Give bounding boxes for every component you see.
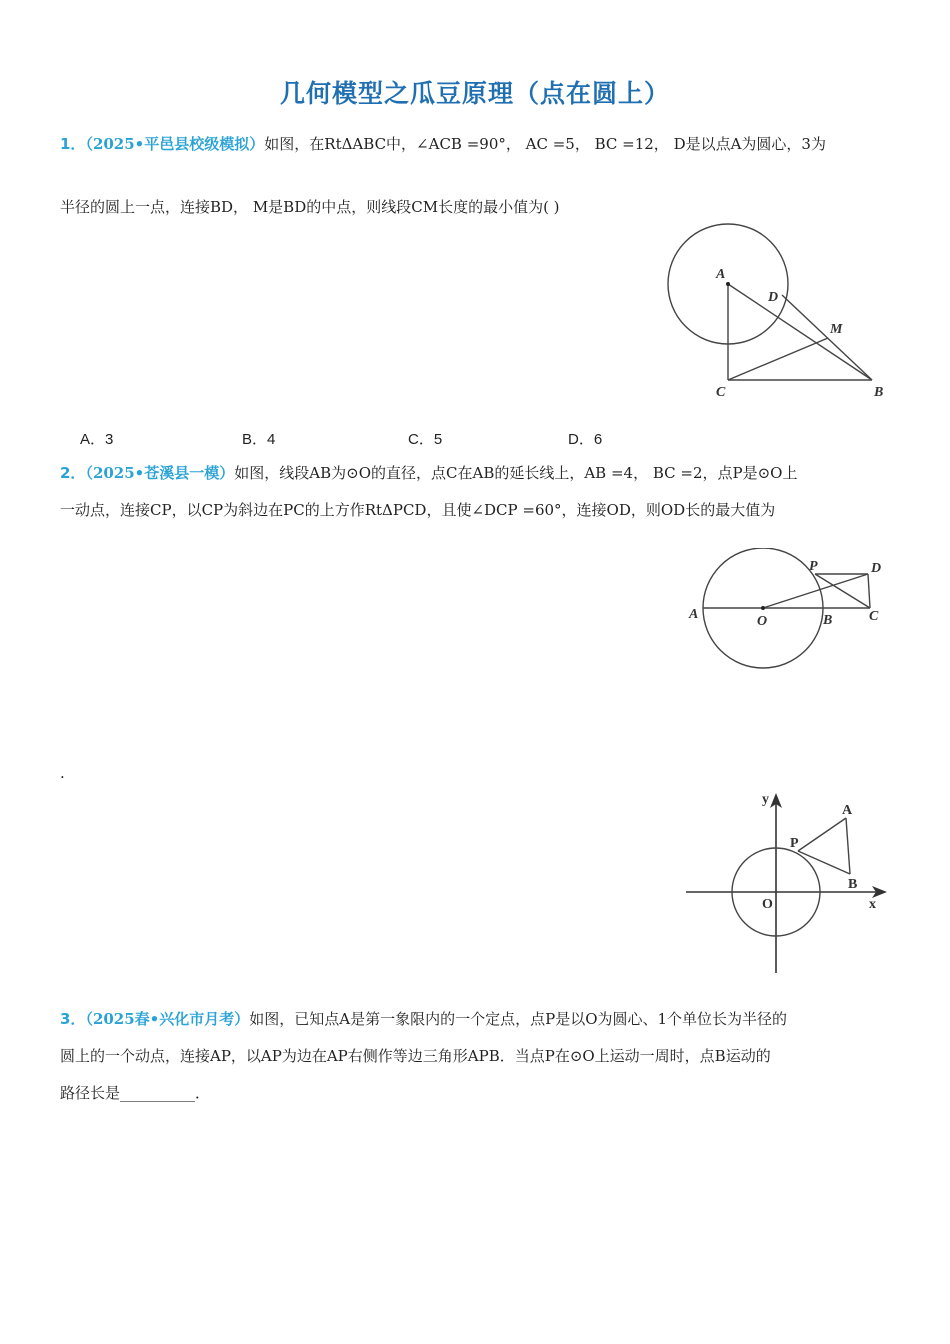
choice-a[interactable]: A．3 bbox=[80, 431, 114, 448]
problem-source: （2025春•兴化市月考） bbox=[85, 1010, 250, 1028]
segment-ab bbox=[846, 818, 850, 874]
page-title: 几何模型之瓜豆原理（点在圆上） bbox=[279, 79, 670, 108]
point-o bbox=[761, 606, 765, 610]
label-c: C bbox=[869, 609, 879, 624]
label-c: C bbox=[716, 385, 726, 400]
choice-b[interactable]: B．4 bbox=[242, 431, 276, 448]
problem-2-line-2: 一动点，连接CP，以CP为斜边在PC的上方作RtΔPCD，且使∠DCP =60°，连接OD，则OD长的最大值为 bbox=[60, 501, 776, 519]
choice-d[interactable]: D．6 bbox=[568, 431, 603, 448]
problem-1-line-2: 半径的圆上一点，连接BD， M是BD的中点，则线段CM长度的最小值为( ) bbox=[60, 198, 560, 216]
choice-c[interactable]: C．5 bbox=[408, 431, 443, 448]
problem-source: （2025•苍溪县一模） bbox=[85, 464, 235, 482]
point-a bbox=[726, 282, 730, 286]
problem-3-line-1 bbox=[60, 1009, 787, 1029]
segment-pb bbox=[798, 851, 850, 874]
segment-cm bbox=[728, 338, 828, 380]
problem-text: 如图，已知点A是第一象限内的一个定点，点P是以O为圆心、1个单位长为半径的 bbox=[249, 1010, 788, 1028]
label-d: D bbox=[768, 290, 779, 305]
label-p: P bbox=[790, 836, 799, 851]
problem-number: 3． bbox=[60, 1010, 86, 1028]
problem-2-line-3: . bbox=[60, 764, 65, 782]
figure-1-triangle-circle bbox=[660, 220, 900, 405]
problem-text: 如图，在RtΔABC中，∠ACB =90°， AC =5， BC =12， D是以点A为圆心，3为 bbox=[264, 135, 826, 153]
label-m: M bbox=[830, 322, 843, 337]
segment-ab bbox=[728, 284, 872, 380]
label-d: D bbox=[871, 561, 882, 576]
problem-number: 1． bbox=[60, 135, 86, 153]
label-a: A bbox=[716, 267, 726, 282]
label-y: y bbox=[762, 792, 769, 807]
problem-3-line-2: 圆上的一个动点，连接AP，以AP为边在AP右侧作等边三角形APB．当点P在⊙O上运动一周时，点B运动的 bbox=[60, 1047, 771, 1065]
label-x: x bbox=[869, 897, 876, 912]
problem-text: 如图，线段AB为⊙O的直径，点C在AB的延长线上，AB =4， BC =2，点P是⊙O上 bbox=[234, 464, 798, 482]
label-b: B bbox=[874, 385, 884, 400]
label-b: B bbox=[848, 877, 858, 892]
label-a: A bbox=[689, 607, 699, 622]
problem-1-line-1 bbox=[60, 134, 826, 154]
label-o: O bbox=[757, 614, 768, 629]
problem-source: （2025•平邑县校级模拟） bbox=[85, 135, 265, 153]
problem-3-line-3: 路径长是__________． bbox=[60, 1084, 211, 1102]
label-p: P bbox=[809, 559, 818, 574]
segment-bd bbox=[782, 295, 872, 380]
label-a: A bbox=[842, 803, 853, 818]
problem-number: 2． bbox=[60, 464, 86, 482]
figure-2-circle-triangle bbox=[685, 548, 895, 673]
label-o: O bbox=[762, 897, 773, 912]
segment-dc bbox=[868, 574, 870, 608]
label-b: B bbox=[823, 613, 833, 628]
figure-3-coordinate-plane bbox=[682, 785, 897, 980]
segment-pa bbox=[798, 818, 846, 851]
problem-2-line-1 bbox=[60, 463, 797, 483]
